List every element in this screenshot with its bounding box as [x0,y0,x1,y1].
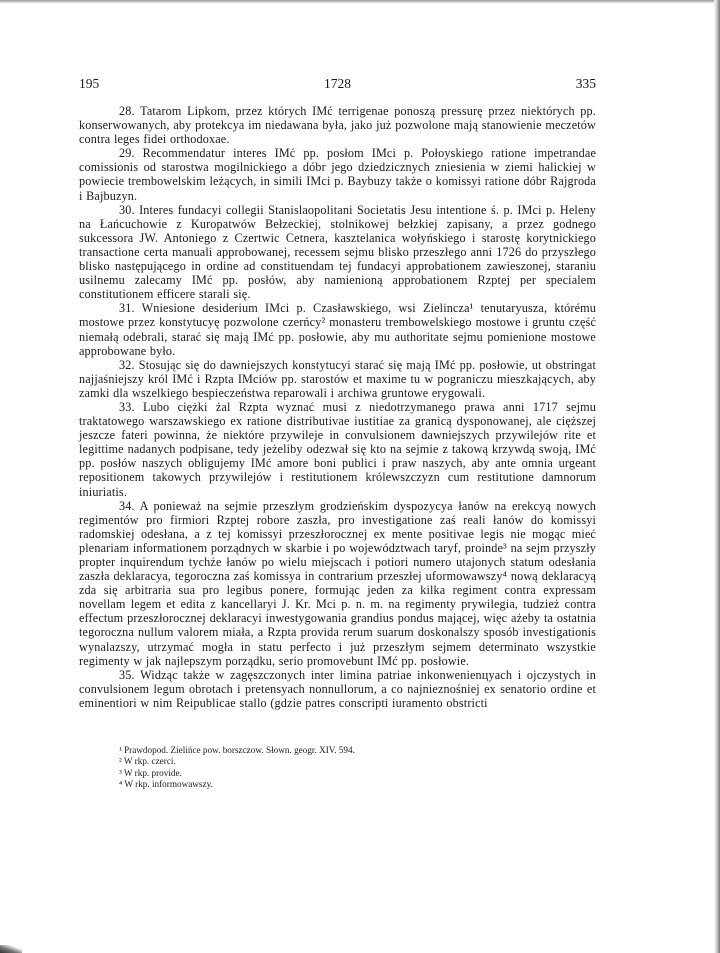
footnote-3: ³ W rkp. provide. [119,767,182,778]
footnote-1: ¹ Prawdopod. Zielińce pow. borszczow. Słown. geogr. XIV. 594. [119,745,355,755]
footnote-2: ² W rkp. czerci. [119,756,176,767]
running-head [79,76,596,92]
paragraph-33: 33. Lubo ciężki żal Rzpta wyznać musi z niedotrzymanego prawa anni 1717 sejmu traktatowego warszawskiego ex ratione distributivae iustitiae za granicą dysponowanej, ale cięższej jeszcze fateri powinna, że niektóre przywileje in convulsionem dawniejszych przywilejów rite et legittime nadanych podpisane, tedy jeżeliby odezwał się kto na sejmie z takową krzywdą swoją, IMć pp. posłów naszych obligujemy IMć amore boni publici i praw naszych, aby ante omnia urgeant repositionem takowych przywilejów i restitutionem królewszczyzn cum restitutione damnorum iniuriatis. [79,399,596,499]
right-page-number: 335 [575,76,596,91]
footnote-4: ⁴ W rkp. informowawszy. [119,779,213,790]
scan-edge-corner [0,945,22,953]
paragraph-35: 35. Widząc także w zagęszczonych inter limina patriae inkonwenienцyach i ojczystych in convulsionem legum obrotach i pretensyach nonnullorum, a co najnieznośniej ex senatorio ordine et eminentiori w nim Reipublicae stallo (gdzie patres conscripti iuramento obstricti [79,667,596,710]
scan-edge-right [714,0,720,953]
left-page-number: 195 [79,76,100,91]
paragraph-31: 31. Wniesione desiderium IMci p. Czasławskiego, wsi Zielincza¹ tenutaryusza, którému mostowe przez konstytucyę pozwolone czerńcy² monasteru trembowelskiego mostowe i gruntu część niemałą odebrali, starać się mają IMć pp. posłowie, aby mu authoritate sejmu pomienione mostowe approbowane było. [79,301,596,358]
scan-edge-top [0,0,720,3]
footnotes [79,745,596,791]
paragraph-29: 29. Recommendatur interes IMć pp. posłom IMci p. Połoyskiego ratione impetrandae comissionis od starostwa mogilnickiego a dóbr jego dziedzicznych zniesienia w ziemi halickiej w powiecie trembowelskim leżących, in simili IMci p. Baybuzy także o komissyi ratione dóbr Rajgroda i Bajbuzyn. [79,146,596,203]
paragraph-32: 32. Stosując się do dawniejszych konstytucyi starać się mają IMć pp. posłowie, ut obstringat najjaśniejszy król IMć i Rzpta IMciów pp. starostów et maxime tu w pograniczu mieszkających, aby zamki dla wszelkiego bespieczeństwa reparowali i archiwa gruntowe erygowali. [79,357,596,400]
year-heading: 1728 [324,76,351,91]
paragraph-30: 30. Interes fundacyi collegii Stanislaopolitani Societatis Jesu intentione ś. p. IMci p. Heleny na Łańcuchowie z Kuropatwów Bełzeckiej, stolnikowej bełzkiej zapisany, a przez godnego sukcessora JW. Antoniego z Czertwic Cetnera, kasztelanica wołyńskiego i starostę korytnickiego transactione certa manuali approbowanej, recessem sejmu blisko przeszłego anni 1726 do przyszłego blisko następującego in ordine ad constituendam tej fundacyi approbationem zawieszonej, staraniu usilnemu zalecamy IMć pp. posłów, aby namienioną approbationem Rzptej per specialem constitutionem efficere starali się. [79,202,596,302]
body-text [79,104,596,710]
paragraph-34: 34. A ponieważ na sejmie przeszłym grodzieńskim dyspozycya łanów na erekcyą nowych regimentów pro firmiori Rzptej robore zaszła, pro investigatione zaś reali łanów do komissyi radomskiej odesłana, a z tej komissyi przeszłorocznej ex mente positivae legis nie mogąc mieć plenariam informationem porządnych w skarbie i po województwach taryf, proinde³ na sejm przyszły propter inquirendum tychże łanów po wielu miejscach i potiori numero utajonych statum odesłania zaszła deklaracya, tegoroczna zaś komissya in contrarium przeszłej uformowawszy⁴ nową deklaracyą zda się arbitraria sua pro legibus ponere, formując jeden za kilka regiment contra expressam novellam legem et edita z kancellaryi J. Kr. Mci p. n. m. na regimenty prywilegia, tudzież contra effectum przeszłorocznej deklaracyi inwestygowania grandius pondus mającej, więc ażeby ta ostatnia tegoroczna nullum valorem miała, a Rzpta provida rerum suarum doskonalszy sposób investigationis wynalazszy, utrzymać mogła in statu perfecto i już przeszłym sejmem determinato wszystkie regimenty w jak najlepszym porządku, serio promovebunt IMć pp. posłowie. [79,498,596,668]
paragraph-28: 28. Tatarom Lipkom, przez których IMć terrigenae ponoszą pressurę przez niektórych pp. konserwowanych, aby protekcya im niedawana była, jako już pozwolone mają stanowienie meczetów contra leges fidei orthodoxae. [79,104,596,147]
